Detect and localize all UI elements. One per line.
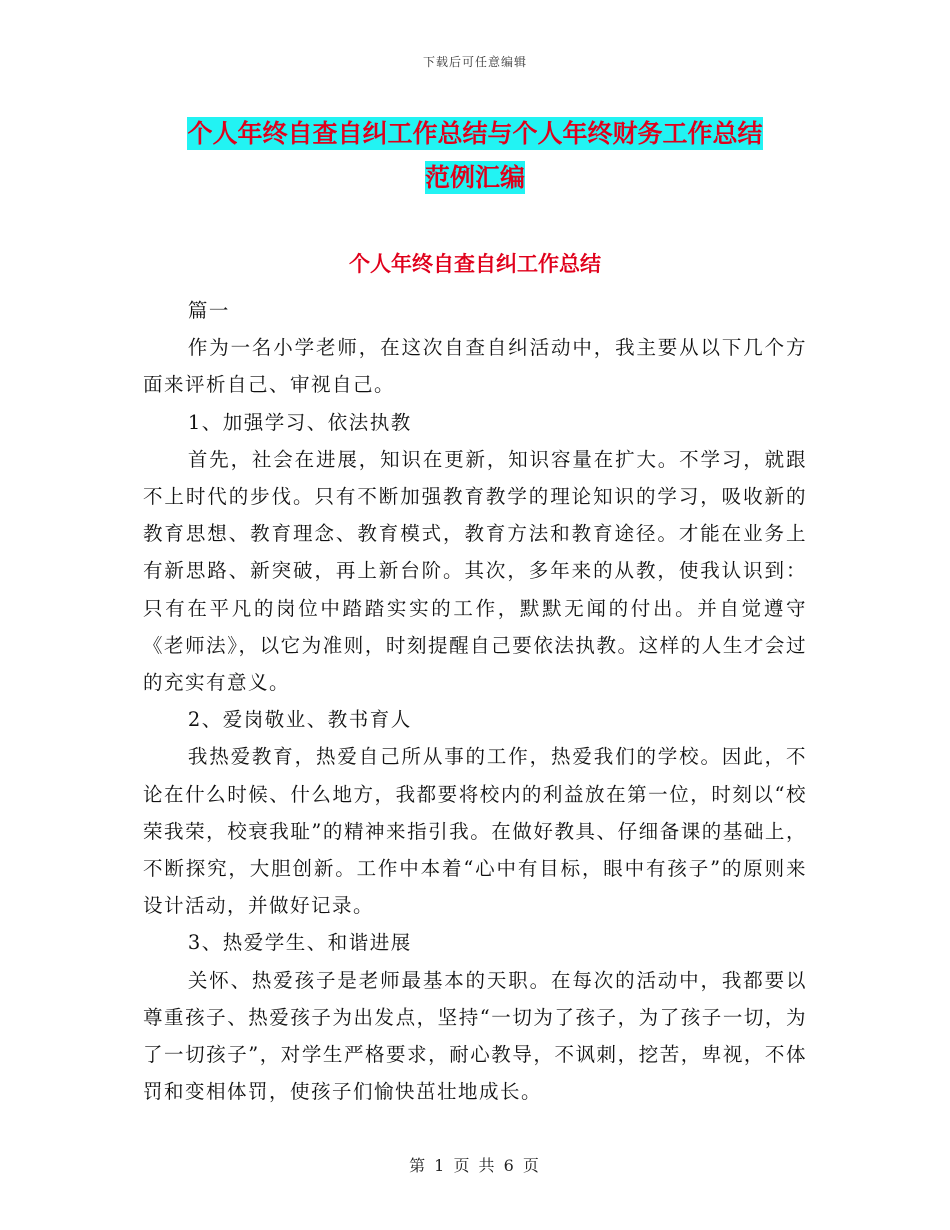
document-title-text-2: 范例汇编 <box>424 163 525 192</box>
document-body <box>143 292 807 1110</box>
paragraph-heading-2: 2、爱岗敬业、教书育人 <box>187 708 412 732</box>
document-title-line-1 <box>0 112 950 156</box>
document-title-line-2 <box>0 156 950 200</box>
page-footer-pagination: 第 1 页 共 6 页 <box>409 1156 541 1175</box>
paragraph-body-3: 关怀、热爱孩子是老师最基本的天职。在每次的活动中，我都要以尊重孩子、热爱孩子为出发点，坚持“一切为了孩子，为了孩子一切，为了一切孩子”，对学生严格要求，耐心教导，不讽刺，挖苦，卑视，不体罚和变相体罚，使孩子们愉快茁壮地成长。 <box>143 968 807 1104</box>
paragraph-part-label: 篇一 <box>187 299 230 322</box>
paragraph-heading-3: 3、热爱学生、和谐进展 <box>187 931 412 955</box>
section-title: 个人年终自查自纠工作总结 <box>349 252 601 276</box>
document-title-text-1: 个人年终自查自纠工作总结与个人年终财务工作总结 <box>187 119 763 148</box>
paragraph-body-2: 我热爱教育，热爱自己所从事的工作，热爱我们的学校。因此，不论在什么时候、什么地方，我都要将校内的利益放在第一位，时刻以“校荣我荣，校衰我耻”的精神来指引我。在做好教具、仔细备课的基础上，不断探究，大胆创新。工作中本着“心中有目标，眼中有孩子”的原则来设计活动，并做好记录。 <box>143 745 807 918</box>
document-title <box>0 112 950 200</box>
paragraph-heading-1: 1、加强学习、依法执教 <box>187 410 412 434</box>
paragraph-body-1: 首先，社会在进展，知识在更新，知识容量在扩大。不学习，就跟不上时代的步伐。只有不断加强教育教学的理论知识的学习，吸收新的教育思想、教育理念、教育模式，教育方法和教育途径。才能在业务上有新思路、新突破，再上新台阶。其次，多年来的从教，使我认识到：只有在平凡的岗位中踏踏实实的工作，默默无闻的付出。并自觉遵守《老师法》，以它为准则，时刻提醒自己要依法执教。这样的人生才会过的充实有意义。 <box>143 447 807 695</box>
page-header-note: 下载后可任意编辑 <box>422 55 527 69</box>
paragraph-intro: 作为一名小学老师，在这次自查自纠活动中，我主要从以下几个方面来评析自己、审视自己。 <box>143 336 807 397</box>
